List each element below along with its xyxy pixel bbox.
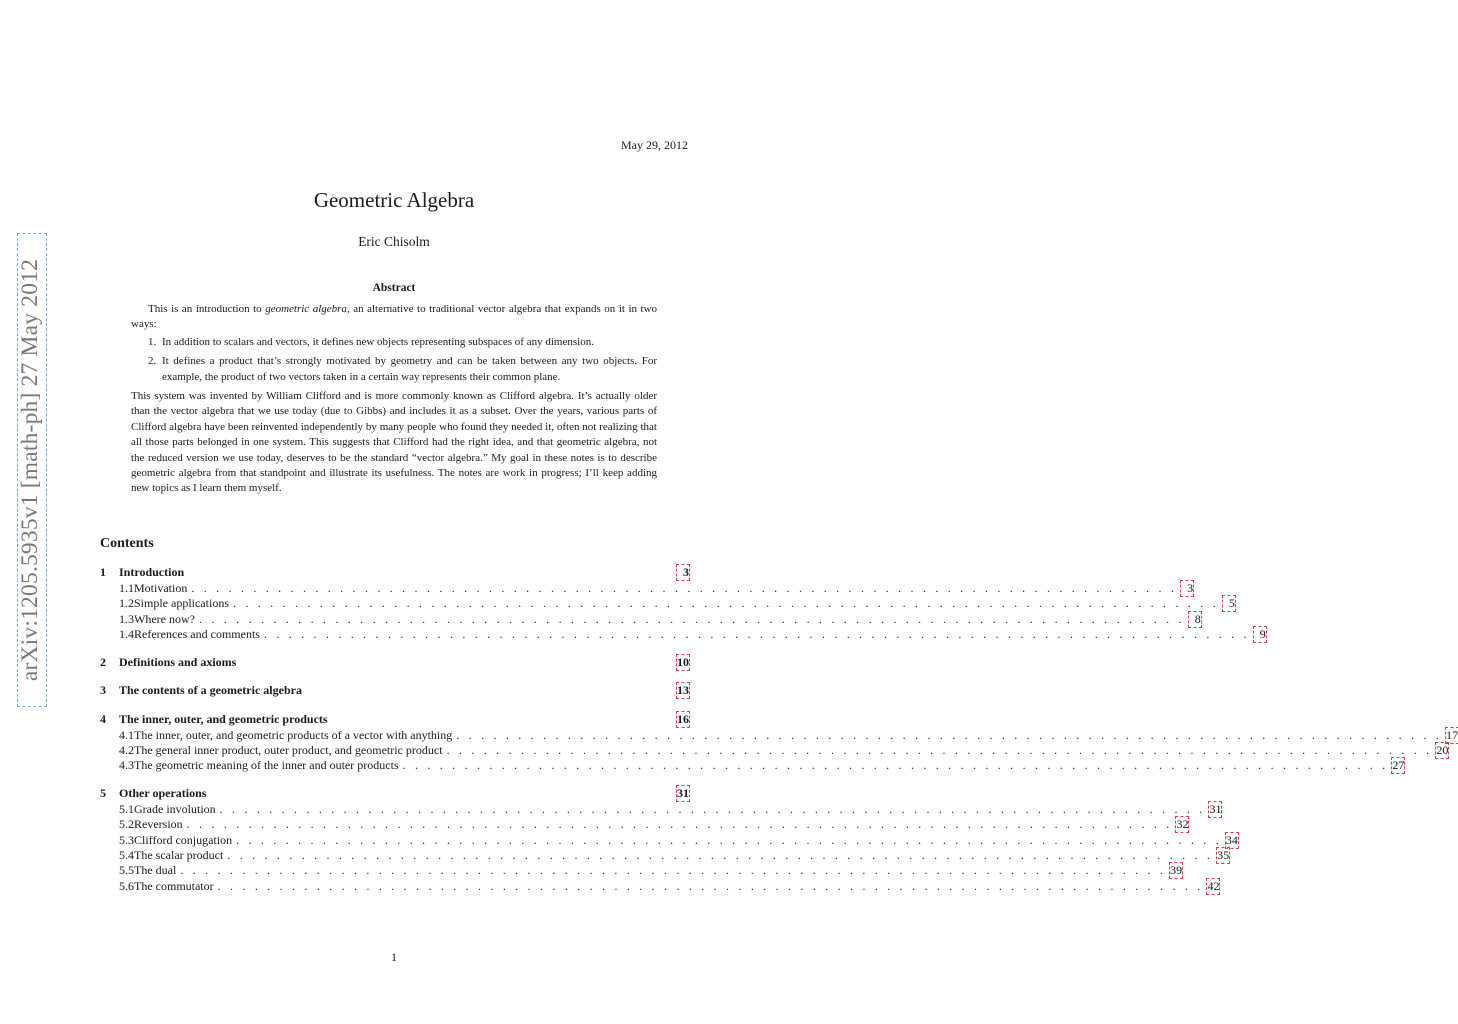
toc-leader-dots: . . . . . . . . . . . . . . . . . . . . . . . . . . . . . . . . . . . . . . . . . . . . . . . . . . . . . . . . . . . . . . . . . . . . . . . . . . . . . . . . (227, 847, 1214, 862)
toc-subsection-title[interactable]: The inner, outer, and geometric products of a vector with anything (134, 727, 453, 742)
abstract-list (131, 335, 657, 385)
toc-leader-dots: . . . . . . . . . . . . . . . . . . . . . . . . . . . . . . . . . . . . . . . . . . . . . . . . . . . . . . . . . . . . . . . . . . . . . . . . . . . . . . . . (456, 727, 1443, 742)
arxiv-identifier[interactable]: arXiv:1205.5935v1 [math-ph] 27 May 2012 (17, 258, 43, 682)
toc-subsection-title[interactable]: The dual (134, 863, 177, 878)
toc-subsection-row[interactable] (100, 863, 1183, 878)
toc-subsection-number: 1.3 (119, 611, 134, 626)
toc-page-link[interactable]: 17 (1446, 727, 1458, 742)
toc-leader-dots: . . . . . . . . . . . . . . . . . . . . . . . . . . . . . . . . . . . . . . . . . . . . . . . . . . . . . . . . . . . . . . . . . . . . . . . . . . . . . . . . (402, 758, 1389, 773)
toc-subsection-title[interactable]: The commutator (134, 878, 214, 893)
toc-page-link[interactable]: 16 (677, 711, 689, 726)
toc-page-link[interactable]: 8 (1189, 612, 1201, 627)
document-date: May 29, 2012 (621, 138, 688, 152)
toc-subsection-number: 5.4 (119, 847, 134, 862)
toc-subsection-title[interactable]: Simple applications (134, 596, 229, 611)
toc-subsection-row[interactable] (100, 847, 1230, 863)
toc-section-row[interactable] (100, 712, 689, 728)
toc-subsection-title[interactable]: The general inner product, outer product, and geometric product (134, 742, 443, 757)
abstract-intro-emphasis: geometric algebra (265, 303, 347, 315)
toc-leader-dots: . . . . . . . . . . . . . . . . . . . . . . . . . . . . . . . . . . . . . . . . . . . . . . . . . . . . . . . . . . . . . . . . . . . . . . . . . . . . . . . . (263, 626, 1250, 641)
toc-subsection-number: 1.2 (119, 596, 134, 611)
toc-leader-dots: . . . . . . . . . . . . . . . . . . . . . . . . . . . . . . . . . . . . . . . . . . . . . . . . . . . . . . . . . . . . . . . . . . . . . . . . . . . . . . . . (191, 581, 1178, 595)
toc-subsection-number: 5.1 (119, 802, 134, 817)
toc-page-link[interactable]: 35 (1217, 847, 1230, 862)
author-name: Eric Chisolm (358, 234, 430, 249)
toc-subsection-number: 1.1 (119, 581, 134, 595)
toc-section-row[interactable] (100, 565, 689, 581)
toc-subsection-title[interactable]: Clifford conjugation (134, 832, 233, 847)
toc-section-title[interactable]: The inner, outer, and geometric products (119, 711, 328, 726)
toc-subsection-title[interactable]: Motivation (134, 581, 188, 595)
toc-page-link[interactable]: 20 (1436, 742, 1449, 757)
toc-page-link[interactable]: 5 (1223, 596, 1235, 611)
toc-leader-dots: . . . . . . . . . . . . . . . . . . . . . . . . . . . . . . . . . . . . . . . . . . . . . . . . . . . . . . . . . . . . . . . . . . . . . . . . . . . . . . . . (180, 863, 1167, 878)
abstract-list-item: 2. It defines a product that’s strongly motivated by geometry and can be taken between any two objects. For example, the product of two vectors taken in a certain way represents their common plane. (159, 354, 657, 385)
toc-subsection-row[interactable] (100, 817, 1189, 832)
toc-section-title[interactable]: Other operations (119, 786, 207, 801)
toc-subsection-row[interactable] (100, 581, 1194, 596)
toc-section-number: 3 (100, 683, 106, 698)
toc-section-title[interactable]: Introduction (119, 565, 185, 579)
toc-leader-dots: . . . . . . . . . . . . . . . . . . . . . . . . . . . . . . . . . . . . . . . . . . . . . . . . . . . . . . . . . . . . . . . . . . . . . . . . . . . . . . . . (236, 832, 1222, 847)
toc-subsection-number: 5.2 (119, 817, 134, 832)
toc-subsection-row[interactable] (100, 596, 1235, 611)
toc-subsection-title[interactable]: The geometric meaning of the inner and outer products (134, 758, 399, 773)
abstract-heading: Abstract (372, 282, 416, 294)
toc-leader-dots: . . . . . . . . . . . . . . . . . . . . . . . . . . . . . . . . . . . . . . . . . . . . . . . . . . . . . . . . . . . . . . . . . . . . . . . . . . . . . . . . (233, 596, 1219, 611)
contents-heading: Contents (100, 536, 154, 551)
toc-page-link[interactable]: 39 (1170, 863, 1183, 878)
toc-page-link[interactable]: 13 (677, 683, 689, 698)
toc-section-title[interactable]: The contents of a geometric algebra (119, 683, 302, 698)
toc-section-row[interactable] (100, 786, 689, 802)
toc-subsection-row[interactable] (100, 758, 1405, 773)
toc-subsection-row[interactable] (100, 802, 1222, 817)
toc-section-title[interactable]: Definitions and axioms (119, 654, 237, 669)
toc-page-link[interactable]: 31 (677, 786, 689, 801)
toc-subsection-title[interactable]: The scalar product (134, 847, 224, 862)
abstract-list-item: 1. In addition to scalars and vectors, it defines new objects representing subspaces of any dimension. (159, 335, 657, 350)
toc-subsection-row[interactable] (100, 742, 1449, 758)
toc-leader-dots: . . . . . . . . . . . . . . . . . . . . . . . . . . . . . . . . . . . . . . . . . . . . . . . . . . . . . . . . . . . . . . . . . . . . . . . . . . . . . . . . (198, 611, 1185, 626)
toc-leader-dots: . . . . . . . . . . . . . . . . . . . . . . . . . . . . . . . . . . . . . . . . . . . . . . . . . . . . . . . . . . . . . . . . . . . . . . . . . . . . . . . . (219, 802, 1206, 817)
toc-subsection-row[interactable] (100, 727, 1458, 743)
toc-leader-dots: . . . . . . . . . . . . . . . . . . . . . . . . . . . . . . . . . . . . . . . . . . . . . . . . . . . . . . . . . . . . . . . . . . . . . . . . . . . . . . . . (217, 878, 1204, 893)
toc-page-link[interactable]: 10 (677, 654, 689, 669)
toc-subsection-title[interactable]: Where now? (134, 611, 195, 626)
toc-subsection-number: 5.6 (119, 878, 134, 893)
toc-page-link[interactable]: 3 (1181, 581, 1193, 596)
toc-subsection-title[interactable]: Reversion (134, 817, 183, 832)
abstract-intro-pre: This is an introduction to (148, 303, 266, 315)
toc-page-link[interactable]: 32 (1176, 817, 1189, 832)
toc-subsection-row[interactable] (100, 832, 1238, 848)
paper-title: Geometric Algebra (313, 188, 475, 212)
toc-section-number: 5 (100, 786, 106, 801)
toc-section-number: 2 (100, 654, 106, 669)
toc-subsection-number: 1.4 (119, 626, 134, 641)
page-number: 1 (391, 950, 397, 964)
toc-page-link[interactable]: 34 (1225, 832, 1238, 847)
toc-subsection-number: 5.3 (119, 832, 134, 847)
toc-page-link[interactable]: 42 (1207, 878, 1220, 893)
toc-section-row[interactable] (100, 655, 689, 671)
toc-section-number: 1 (100, 565, 106, 579)
toc-leader-dots: . . . . . . . . . . . . . . . . . . . . . . . . . . . . . . . . . . . . . . . . . . . . . . . . . . . . . . . . . . . . . . . . . . . . . . . . . . . . . . . . (186, 817, 1173, 832)
abstract-intro-post: , an alternative to traditional vector algebra that expands on it in two ways: (131, 303, 658, 331)
toc-leader-dots: . . . . . . . . . . . . . . . . . . . . . . . . . . . . . . . . . . . . . . . . . . . . . . . . . . . . . . . . . . . . . . . . . . . . . . . . . . . . . . . . (446, 742, 1433, 757)
toc-page-link[interactable]: 31 (1209, 802, 1222, 817)
toc-subsection-row[interactable] (100, 626, 1266, 642)
toc-subsection-title[interactable]: Grade involution (134, 802, 216, 817)
toc-subsection-row[interactable] (100, 878, 1220, 894)
abstract-intro (131, 302, 657, 333)
abstract-block (131, 302, 657, 497)
toc-page-link[interactable]: 9 (1254, 627, 1266, 642)
toc-subsection-title[interactable]: References and comments (134, 626, 260, 641)
toc-subsection-number: 4.1 (119, 727, 134, 742)
toc-section-number: 4 (100, 711, 106, 726)
toc-subsection-number: 4.3 (119, 758, 134, 773)
toc-subsection-number: 4.2 (119, 742, 134, 757)
toc-subsection-row[interactable] (100, 611, 1201, 627)
toc-page-link[interactable]: 27 (1392, 758, 1405, 773)
toc-subsection-number: 5.5 (119, 863, 134, 878)
toc-page-link[interactable]: 3 (677, 565, 689, 580)
table-of-contents (100, 565, 1458, 894)
toc-section-row[interactable] (100, 683, 689, 699)
abstract-body: This system was invented by William Clifford and is more commonly known as Clifford algebra. It’s actually older than the vector algebra that we use today (due to Gibbs) and includes it as a subset. Over the years, various parts of Clifford algebra have been reinvented independently by many people who found they needed it, often not realizing that all those parts belonged in one system. This suggests that Clifford had the right idea, and that geometric algebra, not the reduced version we use today, deserves to be the standard “vector algebra.” My goal in these notes is to describe geometric algebra from that standpoint and illustrate its usefulness. The notes are work in progress; I’ll keep adding new topics as I learn them myself. (131, 390, 657, 495)
